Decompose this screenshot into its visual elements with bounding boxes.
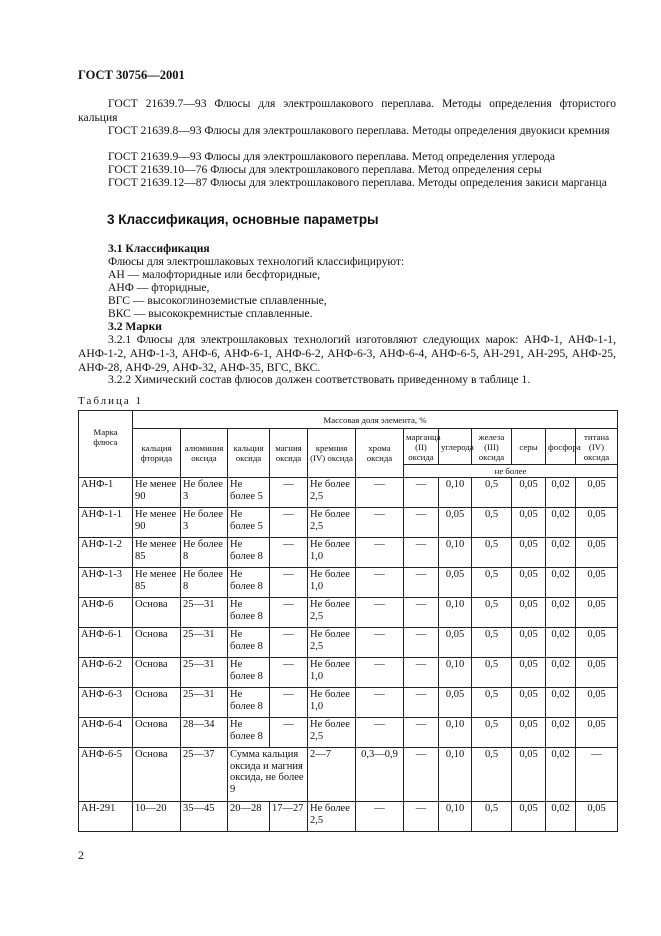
value-cell: 25—31 xyxy=(181,598,228,628)
value-cell: — xyxy=(270,478,308,508)
value-cell: 0,02 xyxy=(546,748,576,802)
value-cell: Основа xyxy=(133,598,181,628)
value-cell: Не более 2,5 xyxy=(308,718,356,748)
value-cell: Не более 8 xyxy=(228,718,270,748)
value-cell: Не более 3 xyxy=(181,478,228,508)
value-cell: 28—34 xyxy=(181,718,228,748)
reference-line: ГОСТ 21639.8—93 Флюсы для электрошлакового переплава. Методы определения двуокиси кремния xyxy=(108,124,610,137)
value-cell: 35—45 xyxy=(181,802,228,832)
brand-cell: АНФ-6-1 xyxy=(79,628,133,658)
value-cell: 0,10 xyxy=(439,718,472,748)
value-cell: — xyxy=(404,748,439,802)
value-cell: 0,02 xyxy=(546,478,576,508)
subsection-title: 3.2 Марки xyxy=(108,320,162,333)
brand-cell: АНФ-1 xyxy=(79,478,133,508)
value-cell: 0,5 xyxy=(472,568,512,598)
value-cell: Не более 2,5 xyxy=(308,478,356,508)
value-cell: 0,5 xyxy=(472,628,512,658)
value-cell: 0,10 xyxy=(439,658,472,688)
value-cell: Не более 8 xyxy=(228,658,270,688)
value-cell: 2—7 xyxy=(308,748,356,802)
table-row xyxy=(79,508,618,538)
value-cell: — xyxy=(404,538,439,568)
value-cell: 0,05 xyxy=(439,628,472,658)
value-cell: — xyxy=(356,718,404,748)
value-cell: Сумма кальция оксида и магния оксида, не более 9 xyxy=(228,748,308,802)
value-cell: 0,02 xyxy=(546,718,576,748)
value-cell: 0,05 xyxy=(512,748,546,802)
value-cell: 0,10 xyxy=(439,748,472,802)
value-cell: 0,5 xyxy=(472,478,512,508)
value-cell: 0,3—0,9 xyxy=(356,748,404,802)
value-cell: 25—31 xyxy=(181,688,228,718)
value-cell: — xyxy=(270,688,308,718)
value-cell: — xyxy=(270,508,308,538)
table-row xyxy=(79,478,618,508)
value-cell: — xyxy=(404,478,439,508)
value-cell: 0,5 xyxy=(472,658,512,688)
value-cell: — xyxy=(356,478,404,508)
column-header: марганца (II) оксида xyxy=(404,429,439,465)
table-row xyxy=(79,598,618,628)
value-cell: 0,05 xyxy=(576,478,618,508)
brand-cell: АНФ-1-1 xyxy=(79,508,133,538)
table-row xyxy=(79,718,618,748)
value-cell: Не более 8 xyxy=(181,568,228,598)
value-cell: 0,05 xyxy=(439,508,472,538)
column-header: кремния (IV) оксида xyxy=(308,429,356,478)
column-header: алюминия оксида xyxy=(181,429,228,478)
classification-line: АНФ — фторидные, xyxy=(108,281,210,294)
paragraph-3-2-2: 3.2.2 Химический состав флюсов должен соответствовать приведенному в таблице 1. xyxy=(108,373,531,386)
value-cell: — xyxy=(404,508,439,538)
value-cell: 0,05 xyxy=(512,688,546,718)
value-cell: — xyxy=(576,748,618,802)
value-cell: 0,02 xyxy=(546,568,576,598)
value-cell: — xyxy=(404,598,439,628)
column-header: кальция оксида xyxy=(228,429,270,478)
table-row xyxy=(79,802,618,832)
value-cell: 0,02 xyxy=(546,688,576,718)
value-cell: 0,05 xyxy=(576,508,618,538)
value-cell: 0,5 xyxy=(472,538,512,568)
value-cell: Не более 8 xyxy=(228,538,270,568)
value-cell: 0,5 xyxy=(472,718,512,748)
value-cell: — xyxy=(356,658,404,688)
paragraph-3-2-1: 3.2.1 Флюсы для электрошлаковых технологий изготовляют следующих марок: АНФ-1, АНФ-1-1, АНФ-1-2, АНФ-1-3, АНФ-6, АНФ-6-1, АНФ-6-2, АНФ-6-3, АНФ-6-4, АНФ-6-5, АН-291, АН-295, АНФ-25, АНФ-28, АНФ-29, АНФ-32, АНФ-35, ВГС, ВКС. xyxy=(78,333,616,374)
classification-line: ВГС — высокоглиноземистые сплавленные, xyxy=(108,294,327,307)
value-cell: 0,05 xyxy=(512,718,546,748)
table-row xyxy=(79,748,618,802)
value-cell: 0,10 xyxy=(439,478,472,508)
reference-line: ГОСТ 21639.9—93 Флюсы для электрошлакового переплава. Метод определения углерода xyxy=(108,150,555,163)
value-cell: Не более 2,5 xyxy=(308,508,356,538)
table-row xyxy=(79,538,618,568)
brand-cell: АНФ-6 xyxy=(79,598,133,628)
table-row xyxy=(79,628,618,658)
value-cell: 0,10 xyxy=(439,598,472,628)
brand-cell: АНФ-6-4 xyxy=(79,718,133,748)
value-cell: 0,05 xyxy=(576,658,618,688)
brand-cell: АНФ-1-3 xyxy=(79,568,133,598)
value-cell: 0,02 xyxy=(546,598,576,628)
value-cell: 0,05 xyxy=(439,688,472,718)
value-cell: 0,5 xyxy=(472,598,512,628)
value-cell: 0,02 xyxy=(546,538,576,568)
value-cell: 0,05 xyxy=(576,598,618,628)
value-cell: 0,05 xyxy=(512,658,546,688)
value-cell: Не менее 85 xyxy=(133,538,181,568)
value-cell: 0,05 xyxy=(576,718,618,748)
classification-line: Флюсы для электрошлаковых технологий классифицируют: xyxy=(108,255,405,268)
value-cell: Не более 2,5 xyxy=(308,628,356,658)
value-cell: Не более 8 xyxy=(181,538,228,568)
value-cell: 0,05 xyxy=(512,478,546,508)
value-cell: Не более 3 xyxy=(181,508,228,538)
document-header: ГОСТ 30756—2001 xyxy=(78,68,185,82)
value-cell: 0,05 xyxy=(512,538,546,568)
brand-cell: АНФ-1-2 xyxy=(79,538,133,568)
value-cell: — xyxy=(356,802,404,832)
value-cell: Не более 8 xyxy=(228,688,270,718)
brand-cell: АН-291 xyxy=(79,802,133,832)
value-cell: 0,10 xyxy=(439,802,472,832)
value-cell: 0,5 xyxy=(472,802,512,832)
value-cell: — xyxy=(356,538,404,568)
brand-column-header: Марка флюса xyxy=(79,411,133,478)
value-cell: Не менее 90 xyxy=(133,508,181,538)
value-cell: — xyxy=(356,508,404,538)
value-cell: Не более 1,0 xyxy=(308,658,356,688)
brand-cell: АНФ-6-2 xyxy=(79,658,133,688)
column-header: магния оксида xyxy=(270,429,308,478)
column-header: титана (IV) оксида xyxy=(576,429,618,465)
value-cell: — xyxy=(270,568,308,598)
brand-cell: АНФ-6-5 xyxy=(79,748,133,802)
column-header: хрома оксида xyxy=(356,429,404,478)
value-cell: Не более 1,0 xyxy=(308,568,356,598)
value-cell: Основа xyxy=(133,628,181,658)
classification-line: ВКС — высококремнистые сплавленные. xyxy=(108,307,313,320)
column-header: кальция фторида xyxy=(133,429,181,478)
reference-line: ГОСТ 21639.10—76 Флюсы для электрошлакового переплава. Метод определения серы xyxy=(108,163,542,176)
table-row xyxy=(79,688,618,718)
value-cell: Основа xyxy=(133,688,181,718)
column-header: углерода xyxy=(439,429,472,465)
value-cell: 17—27 xyxy=(270,802,308,832)
page-number: 2 xyxy=(78,848,84,862)
value-cell: 20—28 xyxy=(228,802,270,832)
value-cell: 0,05 xyxy=(512,802,546,832)
reference-line: ГОСТ 21639.12—87 Флюсы для электрошлакового переплава. Методы определения закиси марганца xyxy=(108,176,607,189)
value-cell: Основа xyxy=(133,718,181,748)
table-row xyxy=(79,658,618,688)
value-cell: 25—31 xyxy=(181,658,228,688)
value-cell: Не более 8 xyxy=(228,568,270,598)
value-cell: Не менее 90 xyxy=(133,478,181,508)
value-cell: 0,05 xyxy=(576,538,618,568)
value-cell: 10—20 xyxy=(133,802,181,832)
value-cell: — xyxy=(404,802,439,832)
value-cell: Основа xyxy=(133,658,181,688)
column-header: фосфора xyxy=(546,429,576,465)
value-cell: 0,05 xyxy=(576,688,618,718)
table-row xyxy=(79,568,618,598)
table-caption: Таблица 1 xyxy=(78,395,144,407)
value-cell: — xyxy=(404,628,439,658)
value-cell: 0,02 xyxy=(546,628,576,658)
mass-fraction-header: Массовая доля элемента, % xyxy=(133,411,618,429)
value-cell: Не более 2,5 xyxy=(308,598,356,628)
brand-cell: АНФ-6-3 xyxy=(79,688,133,718)
value-cell: — xyxy=(356,688,404,718)
value-cell: Основа xyxy=(133,748,181,802)
value-cell: 0,02 xyxy=(546,508,576,538)
value-cell: Не более 1,0 xyxy=(308,688,356,718)
value-cell: 0,5 xyxy=(472,748,512,802)
value-cell: Не более 8 xyxy=(228,628,270,658)
value-cell: Не более 5 xyxy=(228,508,270,538)
value-cell: — xyxy=(356,628,404,658)
value-cell: — xyxy=(270,658,308,688)
value-cell: 0,02 xyxy=(546,802,576,832)
section-title: 3 Классификация, основные параметры xyxy=(107,212,379,227)
value-cell: 0,05 xyxy=(512,628,546,658)
value-cell: 0,05 xyxy=(576,628,618,658)
value-cell: — xyxy=(404,568,439,598)
value-cell: 0,02 xyxy=(546,658,576,688)
column-header: железа (III) оксида xyxy=(472,429,512,465)
reference-line: ГОСТ 21639.7—93 Флюсы для электрошлакового переплава. Методы определения фтористого кальция xyxy=(78,97,616,124)
value-cell: 25—37 xyxy=(181,748,228,802)
value-cell: — xyxy=(404,718,439,748)
value-cell: 0,10 xyxy=(439,538,472,568)
value-cell: Не более 5 xyxy=(228,478,270,508)
value-cell: — xyxy=(270,538,308,568)
value-cell: — xyxy=(404,658,439,688)
value-cell: 0,05 xyxy=(512,568,546,598)
value-cell: — xyxy=(270,718,308,748)
classification-line: АН — малофторидные или бесфторидные, xyxy=(108,268,321,281)
value-cell: — xyxy=(270,598,308,628)
value-cell: 25—31 xyxy=(181,628,228,658)
value-cell: — xyxy=(356,598,404,628)
subsection-title: 3.1 Классификация xyxy=(108,242,210,255)
value-cell: — xyxy=(404,688,439,718)
value-cell: 0,05 xyxy=(439,568,472,598)
column-header: серы xyxy=(512,429,546,465)
value-cell: 0,5 xyxy=(472,688,512,718)
value-cell: 0,05 xyxy=(576,568,618,598)
value-cell: Не менее 85 xyxy=(133,568,181,598)
composition-table xyxy=(78,410,618,832)
value-cell: 0,05 xyxy=(512,598,546,628)
value-cell: Не более 1,0 xyxy=(308,538,356,568)
value-cell: Не более 8 xyxy=(228,598,270,628)
value-cell: — xyxy=(356,568,404,598)
value-cell: Не более 2,5 xyxy=(308,802,356,832)
value-cell: 0,5 xyxy=(472,508,512,538)
value-cell: — xyxy=(270,628,308,658)
value-cell: 0,05 xyxy=(576,802,618,832)
not-more-subheader: не более xyxy=(404,465,618,478)
value-cell: 0,05 xyxy=(512,508,546,538)
